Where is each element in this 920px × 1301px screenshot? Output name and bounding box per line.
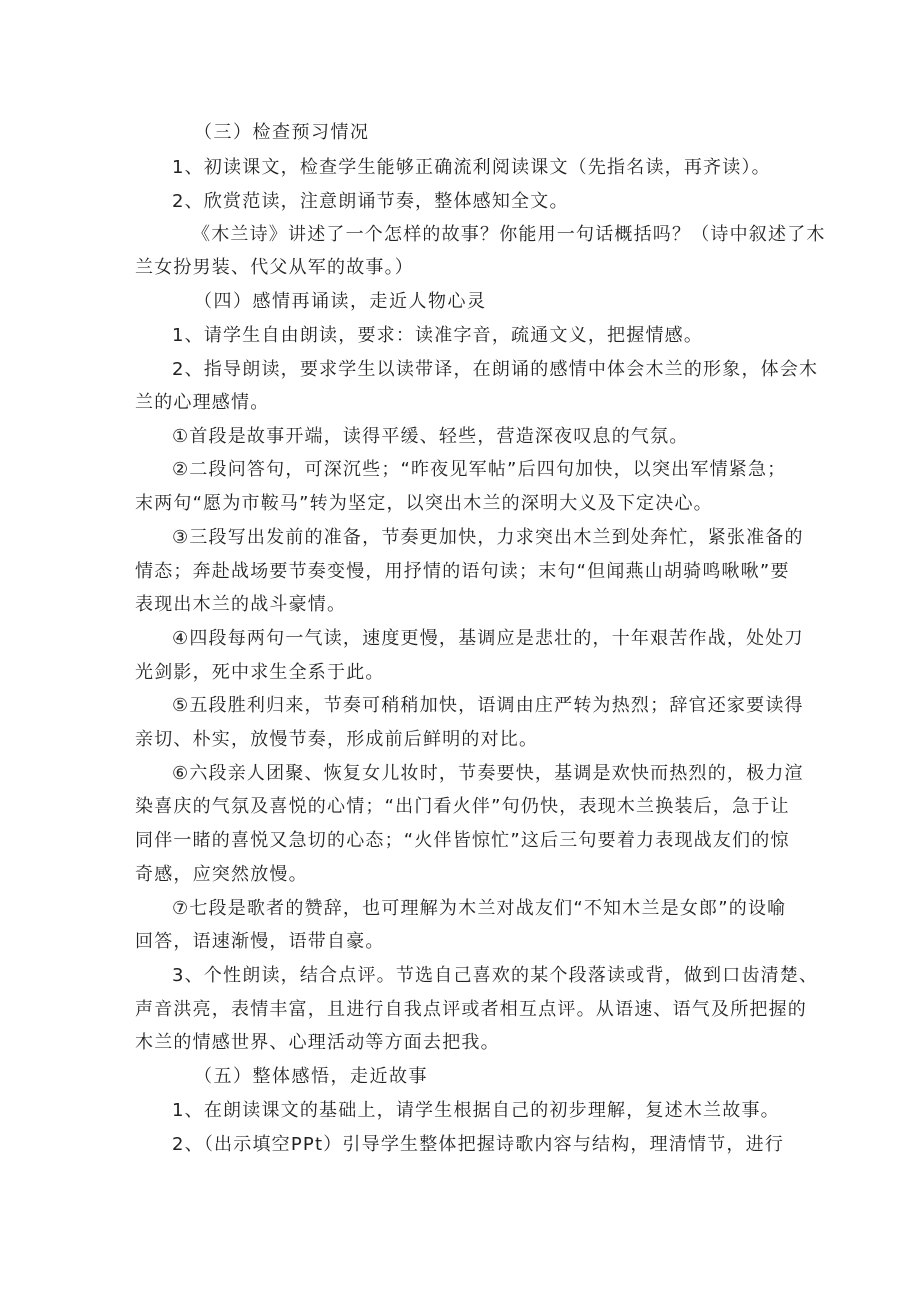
paragraph-line: 《木兰诗》讲述了一个怎样的故事？你能用一句话概括吗？（诗中叙述了木 xyxy=(192,224,826,245)
section-heading: （五）整体感悟，走近故事 xyxy=(194,1066,428,1087)
paragraph-line: 情态；奔赴战场要节奏变慢，用抒情的语句读；末句“但闻燕山胡骑鸣啾啾”要 xyxy=(135,561,790,582)
paragraph-line: 2、指导朗读，要求学生以读带译，在朗诵的感情中体会木兰的形象，体会木 xyxy=(172,359,819,380)
paragraph-line: 声音洪亮，表情丰富，且进行自我点评或者相互点评。从语速、语气及所把握的 xyxy=(135,999,807,1020)
paragraph-line: 表现出木兰的战斗豪情。 xyxy=(135,594,347,615)
paragraph-line: ⑦七段是歌者的赞辞，也可理解为木兰对战友们“不知木兰是女郎”的设喻 xyxy=(172,898,787,919)
paragraph-line: 2、（出示填空PPt）引导学生整体把握诗歌内容与结构，理清情节，进行 xyxy=(172,1134,785,1155)
paragraph-line: 亲切、朴实，放慢节奏，形成前后鲜明的对比。 xyxy=(135,729,539,750)
paragraph-line: ②二段问答句，可深沉些；“昨夜见军帖”后四句加快，以突出军情紧急； xyxy=(172,459,787,480)
paragraph-line: 兰的心理感情。 xyxy=(135,392,270,413)
section-heading: （四）感情再诵读，走近人物心灵 xyxy=(194,291,487,312)
paragraph-line: 回答，语速渐慢，语带自豪。 xyxy=(135,931,385,952)
paragraph-line: ①首段是故事开端，读得平缓、轻些，营造深夜叹息的气氛。 xyxy=(172,426,689,447)
paragraph-line: 3、个性朗读，结合点评。节选自己喜欢的某个段落读或背，做到口齿清楚、 xyxy=(172,965,819,986)
paragraph-line: ③三段写出发前的准备，节奏更加快，力求突出木兰到处奔忙，紧张准备的 xyxy=(172,527,804,548)
paragraph-line: 1、初读课文，检查学生能够正确流利阅读课文（先指名读，再齐读）。 xyxy=(172,157,771,178)
paragraph-line: 2、欣赏范读，注意朗诵节奏，整体感知全文。 xyxy=(172,191,569,212)
section-heading: （三）检查预习情况 xyxy=(194,122,370,143)
paragraph-line: 木兰的情感世界、心理活动等方面去把我。 xyxy=(135,1032,500,1053)
paragraph-line: 染喜庆的气氛及喜悦的心情；“出门看火伴”句仍快，表现木兰换装后，急于让 xyxy=(135,796,790,817)
paragraph-line: 末两句“愿为市鞍马”转为坚定，以突出木兰的深明大义及下定决心。 xyxy=(135,493,713,514)
paragraph-line: ⑤五段胜利归来，节奏可稍稍加快，语调由庄严转为热烈；辞官还家要读得 xyxy=(172,695,804,716)
paragraph-line: 1、在朗读课文的基础上，请学生根据自己的初步理解，复述木兰故事。 xyxy=(172,1100,780,1121)
paragraph-line: 同伴一睹的喜悦又急切的心态；“火伴皆惊忙”这后三句要着力表现战友们的惊 xyxy=(135,830,790,851)
paragraph-line: 光剑影，死中求生全系于此。 xyxy=(135,662,385,683)
paragraph-line: 兰女扮男装、代父从军的故事。） xyxy=(135,257,414,278)
paragraph-line: 1、请学生自由朗读，要求：读准字音，疏通文义，把握情感。 xyxy=(172,325,704,346)
paragraph-line: ⑥六段亲人团聚、恢复女儿妆时，节奏要快，基调是欢快而热烈的，极力渲 xyxy=(172,763,804,784)
paragraph-line: ④四段每两句一气读，速度更慢，基调应是悲壮的，十年艰苦作战，处处刀 xyxy=(172,628,804,649)
paragraph-line: 奇感，应突然放慢。 xyxy=(135,864,308,885)
